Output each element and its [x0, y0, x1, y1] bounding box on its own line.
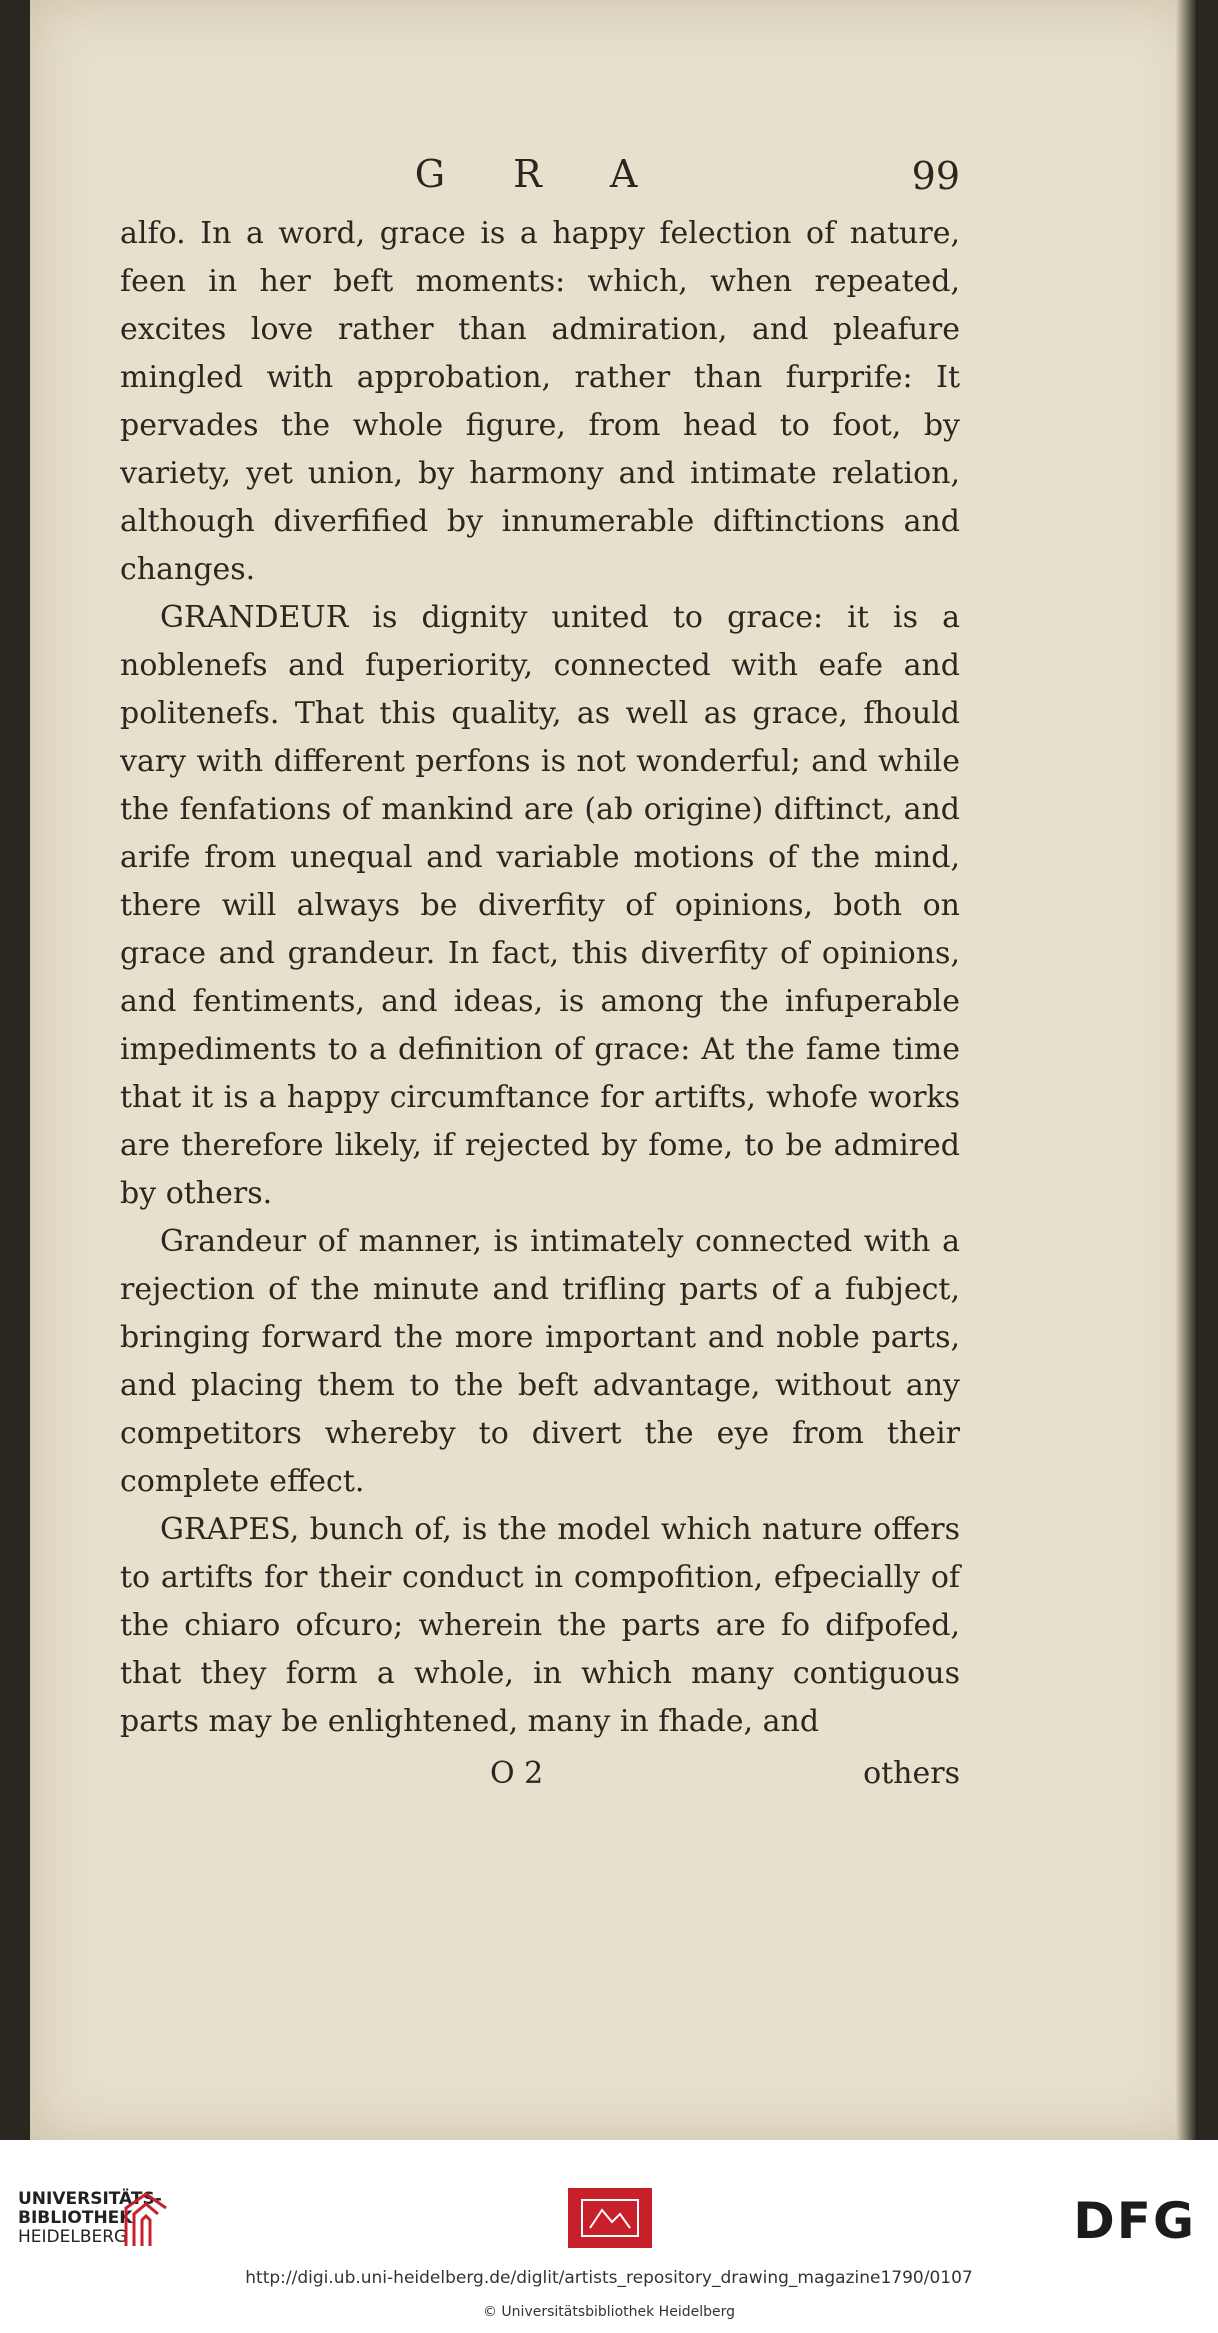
paragraph-grandeur: GRANDEUR is dignity united to grace: it is a noblenefs and fuperiority, connected with eafe and politenefs. That this quality, as well as grace, fhould vary with different perfons is not wonderful; and while the fenfations of mankind are (ab origine) diftinct, and arife from unequal and variable motions of the mind, there will always be diverfity of opinions, both on grace and grandeur. In fact, this diverfity of opinions, and fentiments, and ideas, is among the infuperable impediments to a definition of grace: At the fame time that it is a happy circumftance for artifts, whofe works are therefore likely, if rejected by fome, to be admired by others.: [120, 600, 960, 1211]
library-name-line1: UNIVERSITÄTS-: [18, 2189, 162, 2209]
library-name-line2: BIBLIOTHEK: [18, 2208, 133, 2228]
running-head: [120, 140, 960, 210]
copyright-notice: © Universitätsbibliothek Heidelberg: [482, 2304, 735, 2320]
permalink-url[interactable]: http://digi.ub.uni-heidelberg.de/diglit/artists_repository_drawing_magazine1790/0107: [245, 2268, 973, 2288]
signature-mark: O 2: [490, 1756, 544, 1791]
paragraph-grace-end: alfo. In a word, grace is a happy felection of nature, feen in her beft moments: which, when repeated, excites love rather than admiration, and pleafure mingled with approbation, rather than furprife: It pervades the whole figure, from head to foot, by variety, yet union, by harmony and intimate relation, although diverfified by innumerable diftinctions and changes.: [120, 216, 960, 587]
book-page: [30, 0, 1198, 2140]
paragraph-grapes: GRAPES, bunch of, is the model which nature offers to artifts for their conduct in compofition, efpecially of the chiaro ofcuro; wherein the parts are fo difpofed, that they form a whole, in which many contiguous parts may be enlightened, many in fhade, and: [120, 1512, 960, 1739]
viewer-footer: [0, 2140, 1218, 2333]
paragraph-grandeur-of-manner: Grandeur of manner, is intimately connected with a rejection of the minute and trifling parts of a fubject, bringing forward the more important and noble parts, and placing them to the beft advantage, without any competitors whereby to divert the eye from their complete effect.: [120, 1224, 960, 1499]
library-name-line3: HEIDELBERG: [18, 2227, 128, 2247]
catchword: others: [863, 1756, 960, 1791]
page-text-block: [120, 140, 960, 1798]
running-title: G R A: [414, 152, 666, 196]
dfg-logo[interactable]: DFG: [1073, 2192, 1196, 2250]
digital-edition-logo-icon[interactable]: [568, 2188, 652, 2248]
page-number: 99: [911, 154, 960, 198]
library-emblem-icon: [120, 2188, 172, 2252]
page-edge-shadow: [1176, 0, 1198, 2140]
signature-line: [120, 1750, 960, 1798]
